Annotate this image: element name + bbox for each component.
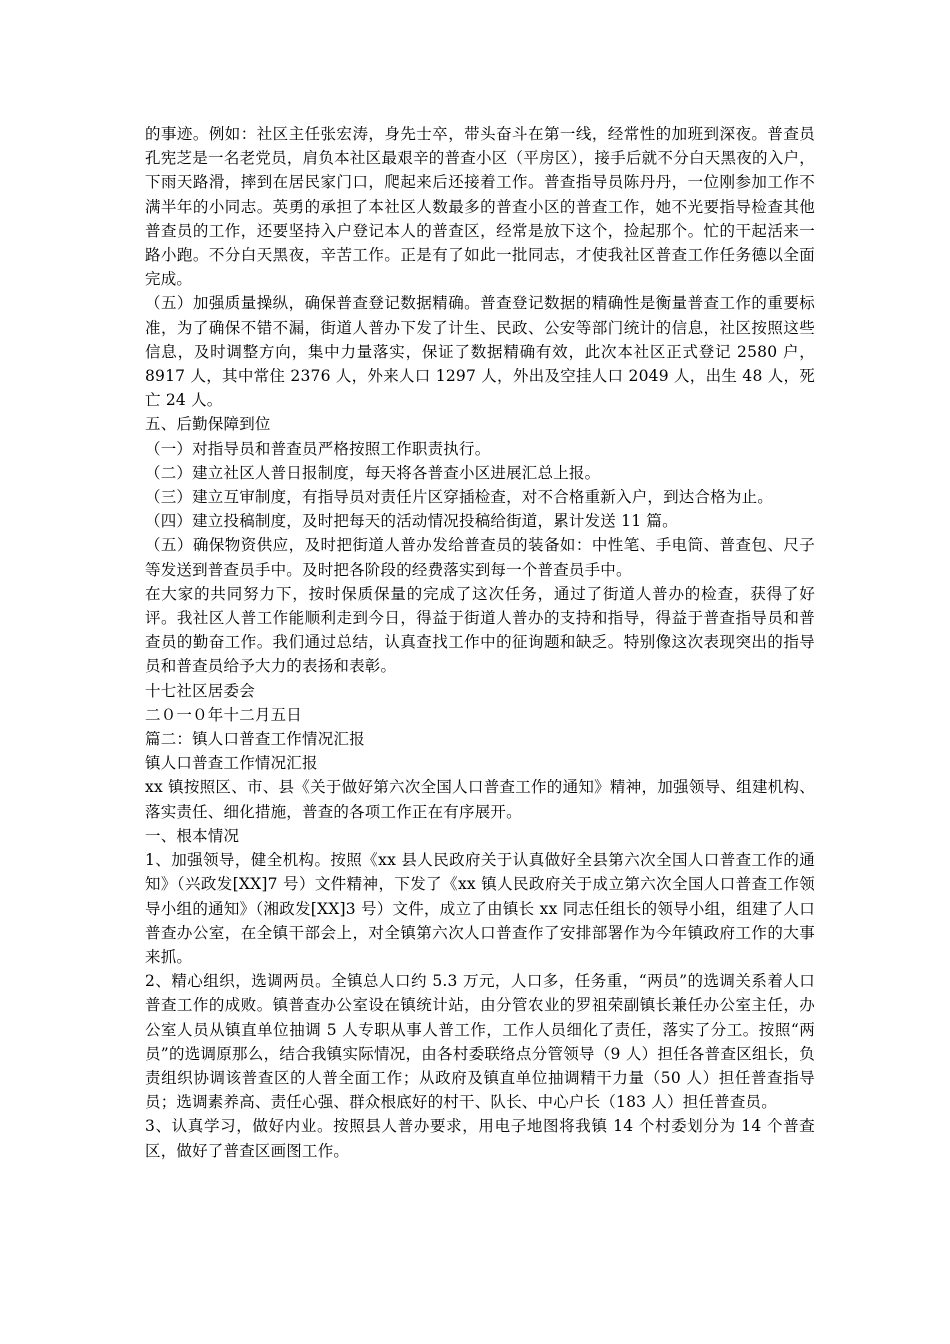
- paragraph: 1、加强领导，健全机构。按照《xx 县人民政府关于认真做好全县第六次全国人口普查工作的通知》（兴政发[XX]7 号）文件精神，下发了《xx 镇人民政府关于成立第六次全国人口普查工作领导小组的通知》（湘政发[XX]3 号）文件，成立了由镇长 xx 同志任组长的领导小组，组建了人口普查办公室，在全镇干部会上，对全镇第六次人口普查作了安排部署作为今年镇政府工作的大事来抓。: [145, 851, 815, 966]
- paragraph: 3、认真学习，做好内业。按照县人普办要求，用电子地图将我镇 14 个村委划分为 14 个普查区，做好了普查区画图工作。: [145, 1117, 815, 1160]
- section-heading: 一、根本情况: [145, 826, 240, 845]
- paragraph: 在大家的共同努力下，按时保质保量的完成了这次任务，通过了街道人普办的检查，获得了好评。我社区人普工作能顺利走到今日，得益于街道人普办的支持和指导，得益于普查指导员和普查员的勤奋工作。我们通过总结，认真查找工作中的征询题和缺乏。特别像这次表现突出的指导员和普查员给予大力的表扬和表彰。: [145, 584, 815, 676]
- document-page: [145, 122, 815, 1163]
- section-heading: 五、后勤保障到位: [145, 415, 271, 434]
- signature-date: 二０一０年十二月五日: [145, 705, 303, 724]
- paragraph: （二）建立社区人普日报制度，每天将各普查小区进展汇总上报。: [145, 463, 601, 482]
- signature-organization: 十七社区居委会: [145, 681, 255, 700]
- chapter-heading: 篇二：镇人口普查工作情况汇报: [145, 730, 365, 749]
- paragraph: 2、精心组织，选调两员。全镇总人口约 5.3 万元，人口多，任务重，“两员”的选调关系着人口普查工作的成败。镇普查办公室设在镇统计站，由分管农业的罗祖荣副镇长兼任办公室主任，办公室人员从镇直单位抽调 5 人专职从事人普工作，工作人员细化了责任，落实了分工。按照“两员”的选调原那么，结合我镇实际情况，由各村委联络点分管领导（9 人）担任各普查区组长，负责组织协调该普查区的人普全面工作；从政府及镇直单位抽调精干力量（50 人）担任普查指导员；选调素养高、责任心强、群众根底好的村干、队长、中心户长（183 人）担任普查员。: [145, 972, 815, 1112]
- paragraph: xx 镇按照区、市、县《关于做好第六次全国人口普查工作的通知》精神，加强领导、组建机构、落实责任、细化措施，普查的各项工作正在有序展开。: [145, 778, 815, 821]
- paragraph: （一）对指导员和普查员严格按照工作职责执行。: [145, 439, 491, 458]
- paragraph: 的事迹。例如：社区主任张宏涛，身先士卒，带头奋斗在第一线，经常性的加班到深夜。普查员孔宪芝是一名老党员，肩负本社区最艰辛的普查小区（平房区），接手后就不分白天黑夜的入户，下雨天路滑，摔到在居民家门口，爬起来后还接着工作。普查指导员陈丹丹，一位刚参加工作不满半年的小同志。英勇的承担了本社区人数最多的普查小区的普查工作，她不光要指导检查其他普查员的工作，还要坚持入户登记本人的普查区，经常是放下这个，捡起那个。忙的干起活来一路小跑。不分白天黑夜，辛苦工作。正是有了如此一批同志，才使我社区普查工作任务德以全面完成。: [145, 125, 815, 289]
- paragraph: （四）建立投稿制度，及时把每天的活动情况投稿给街道，累计发送 11 篇。: [145, 512, 678, 531]
- paragraph: （五）确保物资供应，及时把街道人普办发给普查员的装备如：中性笔、手电筒、普查包、尺子等发送到普查员手中。及时把各阶段的经费落实到每一个普查员手中。: [145, 536, 815, 579]
- document-title: 镇人口普查工作情况汇报: [145, 754, 318, 773]
- paragraph: （三）建立互审制度，有指导员对责任片区穿插检查，对不合格重新入户，到达合格为止。: [145, 488, 774, 507]
- paragraph: （五）加强质量操纵，确保普查登记数据精确。普查登记数据的精确性是衡量普查工作的重要标准，为了确保不错不漏，街道人普办下发了计生、民政、公安等部门统计的信息，社区按照这些信息，及时调整方向，集中力量落实，保证了数据精确有效，此次本社区正式登记 2580 户，8917 人，其中常住 2376 人，外来人口 1297 人，外出及空挂人口 2049 人，出生 48 人，死亡 24 人。: [145, 294, 815, 410]
